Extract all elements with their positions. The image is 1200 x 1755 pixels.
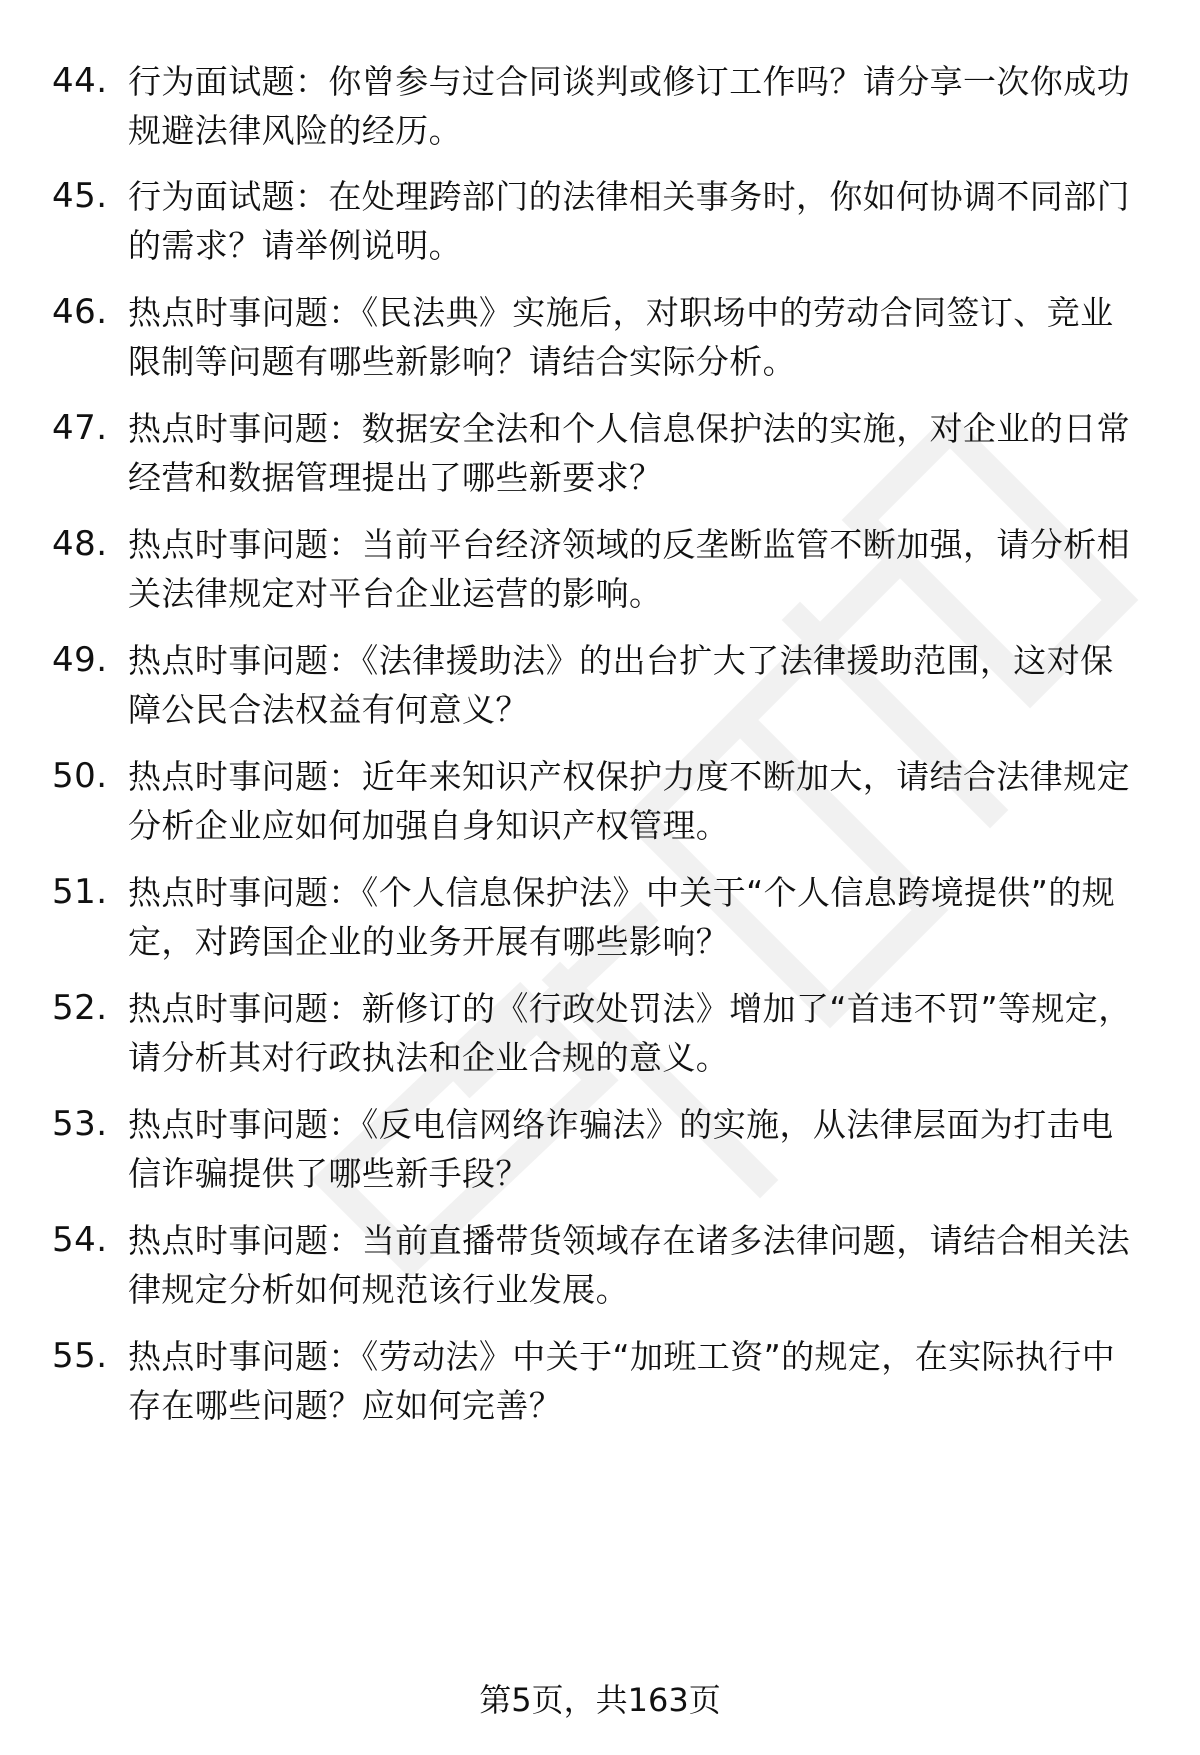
question-item bbox=[0, 1100, 1200, 1210]
question-text: 热点时事问题：新修订的《行政处罚法》增加了“首违不罚”等规定，请分析其对行政执法和企业合规的意义。 bbox=[128, 989, 1132, 1077]
question-item bbox=[0, 752, 1200, 862]
question-text: 热点时事问题：当前直播带货领域存在诸多法律问题，请结合相关法律规定分析如何规范该行业发展。 bbox=[128, 1221, 1130, 1309]
question-item bbox=[0, 404, 1200, 514]
question-text: 热点时事问题：《反电信网络诈骗法》的实施，从法律层面为打击电信诈骗提供了哪些新手段？ bbox=[128, 1105, 1114, 1193]
page-footer: 第5页，共163页 bbox=[479, 1681, 721, 1719]
question-number: 44. bbox=[52, 61, 108, 101]
question-item bbox=[0, 288, 1200, 398]
question-item bbox=[0, 57, 1200, 167]
question-number: 55. bbox=[52, 1336, 108, 1376]
question-text: 热点时事问题：《个人信息保护法》中关于“个人信息跨境提供”的规定，对跨国企业的业务开展有哪些影响？ bbox=[128, 873, 1116, 961]
question-item bbox=[0, 172, 1200, 282]
question-text: 热点时事问题：《法律援助法》的出台扩大了法律援助范围，这对保障公民合法权益有何意义？ bbox=[128, 641, 1114, 729]
question-number: 47. bbox=[52, 408, 108, 448]
question-text: 热点时事问题：当前平台经济领域的反垄断监管不断加强，请分析相关法律规定对平台企业运营的影响。 bbox=[128, 525, 1130, 613]
question-item bbox=[0, 636, 1200, 746]
question-number: 54. bbox=[52, 1220, 108, 1260]
question-number: 51. bbox=[52, 872, 108, 912]
question-number: 46. bbox=[52, 292, 108, 332]
question-number: 52. bbox=[52, 988, 108, 1028]
question-text: 热点时事问题：数据安全法和个人信息保护法的实施，对企业的日常经营和数据管理提出了哪些新要求？ bbox=[128, 409, 1130, 497]
question-number: 50. bbox=[52, 756, 108, 796]
question-number: 48. bbox=[52, 524, 108, 564]
question-number: 49. bbox=[52, 640, 108, 680]
question-item bbox=[0, 1216, 1200, 1326]
question-item bbox=[0, 984, 1200, 1094]
question-item bbox=[0, 1332, 1200, 1442]
question-text: 热点时事问题：《民法典》实施后，对职场中的劳动合同签订、竞业限制等问题有哪些新影响？请结合实际分析。 bbox=[128, 293, 1114, 381]
question-number: 45. bbox=[52, 176, 108, 216]
question-text: 行为面试题：在处理跨部门的法律相关事务时，你如何协调不同部门的需求？请举例说明。 bbox=[128, 177, 1130, 265]
question-number: 53. bbox=[52, 1104, 108, 1144]
question-item bbox=[0, 868, 1200, 978]
question-text: 热点时事问题：《劳动法》中关于“加班工资”的规定，在实际执行中存在哪些问题？应如何完善？ bbox=[128, 1337, 1116, 1425]
question-text: 热点时事问题：近年来知识产权保护力度不断加大，请结合法律规定分析企业应如何加强自身知识产权管理。 bbox=[128, 757, 1130, 845]
question-item bbox=[0, 520, 1200, 630]
question-text: 行为面试题：你曾参与过合同谈判或修订工作吗？请分享一次你成功规避法律风险的经历。 bbox=[128, 62, 1130, 150]
